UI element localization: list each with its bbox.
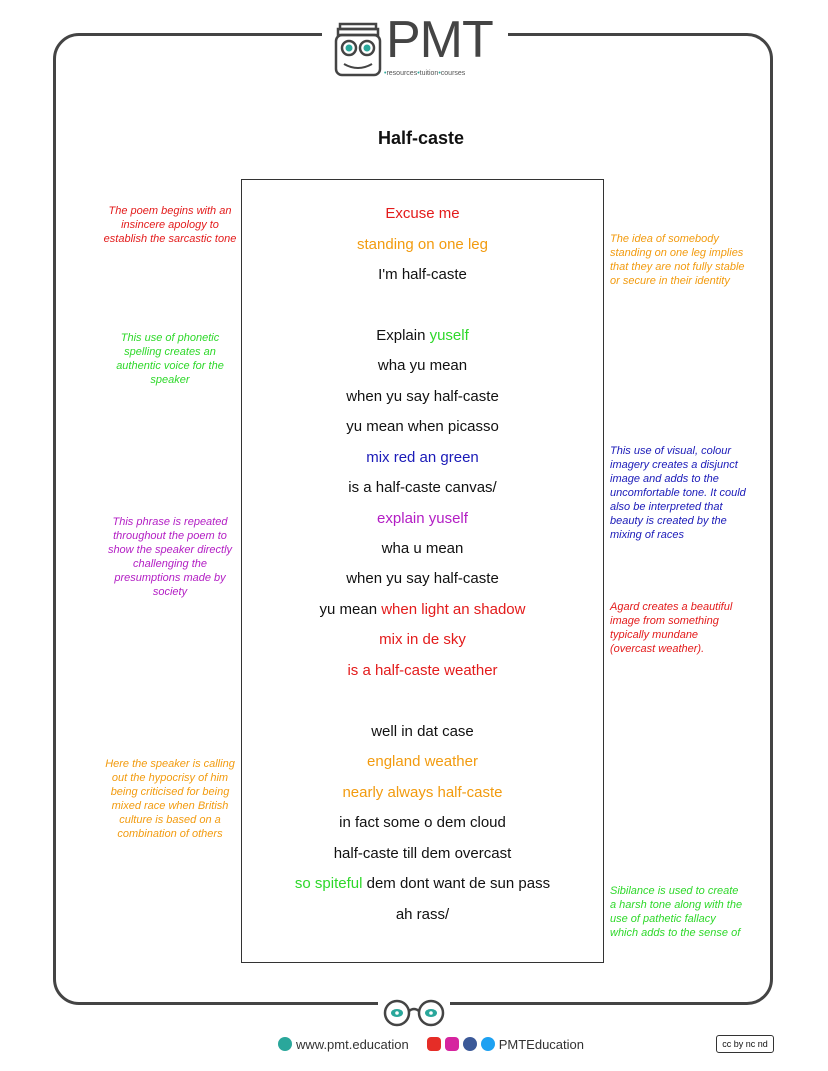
poem-segment: half-caste till dem overcast [333,845,512,862]
right-annotation: Sibilance is used to create a harsh tone along with the use of pathetic fallacy which adds to the sense of [610,885,743,939]
page-title: Half-caste [377,128,465,148]
cursor-icon [278,1037,292,1051]
poem-line [241,327,604,344]
poem-line [241,236,604,253]
poem-segment: when light an shadow [381,601,526,618]
left-annotation: This use of phonetic spelling creates an authentic voice for the speaker [116,332,224,386]
book-glasses-icon [330,18,386,82]
poem-line [241,418,604,435]
poem-line [241,814,604,831]
poem-segment: nearly always half-caste [342,784,503,801]
youtube-icon[interactable] [427,1037,441,1051]
glasses-icon [380,999,448,1027]
poem-line [241,510,604,527]
poem-segment: is a half-caste weather [347,662,498,679]
poem-segment: so spiteful [294,875,363,892]
twitter-icon[interactable] [481,1037,495,1051]
poem-line [241,845,604,862]
poem-segment: Excuse me [385,205,460,222]
poem-segment: standing on one leg [357,236,488,253]
poem-segment: mix red an green [366,449,479,466]
poem-segment: wha u mean [381,540,464,557]
poem-line [241,357,604,374]
left-annotation: This phrase is repeated throughout the poem to show the speaker directly challenging the presumptions made by society [107,516,233,598]
instagram-icon[interactable] [445,1037,459,1051]
facebook-icon[interactable] [463,1037,477,1051]
poem-line [241,784,604,801]
poem-segment: when yu say half-caste [346,388,499,405]
footer [278,1034,584,1054]
poem-line [241,906,604,923]
social-handle: PMTEducation [498,1036,584,1052]
poem-segment: wha yu mean [377,357,468,374]
poem-line [241,388,604,405]
poem-line [241,479,604,496]
poem-line [241,449,604,466]
poem-segment: when yu say half-caste [346,570,499,587]
right-annotation: Agard creates a beautiful image from something typically mundane (overcast weather). [610,601,733,655]
poem-line [241,205,604,222]
poem-segment: Explain [376,327,430,344]
poem-segment: mix in de sky [379,631,466,648]
poem-line [241,723,604,740]
poem-segment: ah rass/ [395,906,450,923]
poem-line [241,601,604,618]
poem-segment: in fact some o dem cloud [339,814,506,831]
poem-line [241,631,604,648]
logo-wordmark: PMT [386,11,493,69]
poem-line [241,753,604,770]
logo-tagline: •resources•tuition•courses [384,70,466,77]
poem-segment: I'm half-caste [378,266,467,283]
poem-segment: explain yuself [377,510,468,527]
poem-segment: yu mean when picasso [346,418,499,435]
poem-segment: yu mean [319,601,382,618]
poem-line [241,570,604,587]
poem-line [241,875,604,892]
left-annotation: The poem begins with an insincere apology to establish the sarcastic tone [103,205,237,245]
right-annotation: The idea of somebody standing on one leg implies that they are not fully stable or secure in their identity [610,233,745,287]
right-annotation: This use of visual, colour imagery creates a disjunct image and adds to the uncomfortable tone. It could also be interpreted that beauty is created by the mixing of races [610,445,746,541]
poem-segment: dem dont want de sun pass [362,875,551,892]
poem-line [241,540,604,557]
website-link[interactable]: www.pmt.education [296,1036,409,1052]
poem-segment: is a half-caste canvas/ [348,479,497,496]
left-annotation: Here the speaker is calling out the hypocrisy of him being criticised for being mixed race when British culture is based on a combination of others [105,758,235,840]
poem-segment: england weather [367,753,478,770]
poem-segment: well in dat case [371,723,474,740]
poem-line [241,266,604,283]
poem-segment: yuself [429,327,469,344]
poem-line [241,662,604,679]
creative-commons-badge: cc by nc nd [716,1035,774,1053]
